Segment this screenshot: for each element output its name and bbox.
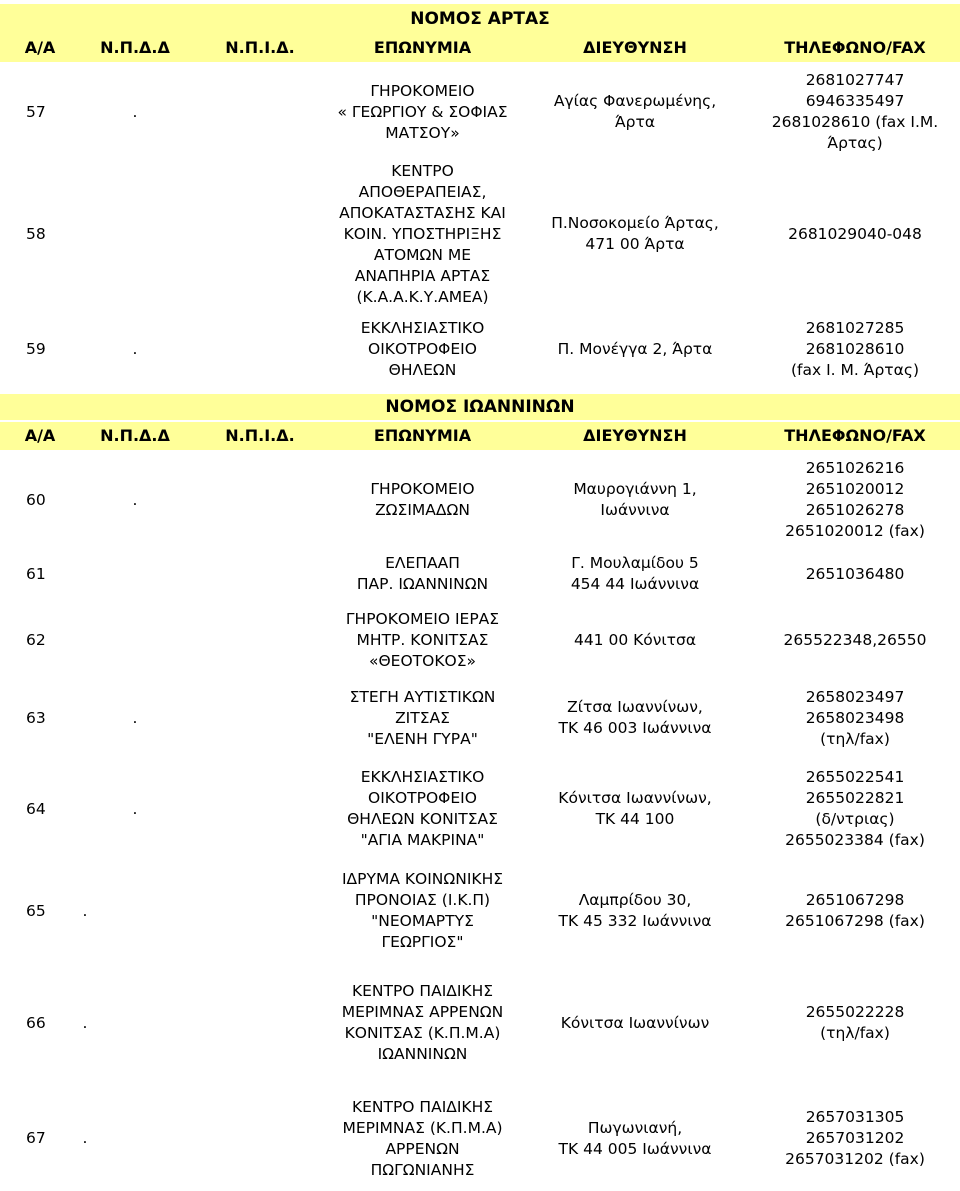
phone-cell-line: 2681028610 (fax Ι.Μ. xyxy=(771,113,939,131)
section-title-ioannina: ΝΟΜΟΣ ΙΩΑΝΝΙΝΩΝ xyxy=(0,394,960,420)
name-cell xyxy=(330,548,515,600)
address-cell xyxy=(535,64,735,160)
name-cell-line: ΖΙΤΣΑΣ xyxy=(395,708,450,727)
phone-cell-line: 2655022228 xyxy=(805,1003,905,1021)
name-cell-line: ΓΗΡΟΚΟΜΕΙΟ xyxy=(370,81,475,100)
table-row xyxy=(0,308,960,390)
address-cell-line: Πωγωνιανή, xyxy=(587,1118,683,1137)
table-row xyxy=(0,756,960,862)
name-cell xyxy=(330,862,515,960)
name-cell-line: ΜΑΤΣΟΥ» xyxy=(385,123,460,142)
col-npdd-header: Ν.Π.Δ.Δ xyxy=(100,426,170,445)
name-cell-line: "ΑΓΙΑ ΜΑΚΡΙΝΑ" xyxy=(360,831,485,849)
address-cell xyxy=(535,308,735,390)
phone-cell-line: 6946335497 xyxy=(805,92,905,110)
name-cell-line: ΟΙΚΟΤΡΟΦΕΙΟ xyxy=(368,339,477,358)
phone-cell-line: 2657031202 (fax) xyxy=(785,1150,925,1168)
address-cell xyxy=(535,548,735,600)
npdd-cell xyxy=(80,160,190,308)
col-npdd-header: Ν.Π.Δ.Δ xyxy=(100,38,170,57)
name-cell xyxy=(330,680,515,756)
phone-cell-line: (δ/ντριας) xyxy=(815,810,895,828)
row-number: 63 xyxy=(26,708,46,727)
phone-cell xyxy=(755,452,955,548)
address-cell-line: Κόνιτσα Ιωαννίνων, xyxy=(558,789,712,807)
address-cell-line: ΤΚ 45 332 Ιωάννινα xyxy=(558,912,712,930)
phone-cell-line: 2681029040-048 xyxy=(788,224,922,243)
name-cell-line: ΕΚΚΛΗΣΙΑΣΤΙΚΟ xyxy=(360,768,485,786)
row-number: 57 xyxy=(26,102,46,121)
table-row xyxy=(0,862,960,960)
name-cell xyxy=(330,452,515,548)
name-cell xyxy=(330,756,515,862)
name-cell-line: ΑΠΟΚΑΤΑΣΤΑΣΗΣ ΚΑΙ xyxy=(339,203,506,222)
address-cell-line: ΤΚ 44 005 Ιωάννινα xyxy=(558,1139,712,1158)
phone-cell-line: 2651036480 xyxy=(805,564,905,583)
name-cell-line: ΚΟΙΝ. ΥΠΟΣΤΗΡΙΞΗΣ xyxy=(343,224,502,243)
address-cell-line: Π. Μονέγγα 2, Άρτα xyxy=(557,339,713,358)
name-cell-line: ΘΗΛΕΩΝ ΚΟΝΙΤΣΑΣ xyxy=(347,810,498,828)
table-row xyxy=(0,1086,960,1191)
address-cell-line: Π.Νοσοκομείο Άρτας, xyxy=(551,214,719,232)
col-address-header: ΔΙΕΥΘΥΝΣΗ xyxy=(583,38,687,57)
phone-cell-line: 2651020012 xyxy=(805,480,905,498)
phone-cell xyxy=(755,960,955,1086)
name-cell-line: ΟΙΚΟΤΡΟΦΕΙΟ xyxy=(368,789,477,807)
row-number: 59 xyxy=(26,339,46,358)
name-cell-line: «ΘΕΟΤΟΚΟΣ» xyxy=(369,651,476,670)
row-number: 61 xyxy=(26,564,46,583)
address-cell xyxy=(535,862,735,960)
name-cell-line: ΣΤΕΓΗ ΑΥΤΙΣΤΙΚΩΝ xyxy=(349,687,496,706)
address-cell-line: Άρτα xyxy=(614,113,656,131)
name-cell-line: ΑΤΟΜΩΝ ΜΕ xyxy=(373,245,472,264)
name-cell-line: ΓΗΡΟΚΟΜΕΙΟ xyxy=(370,480,475,498)
name-cell-line: ΘΗΛΕΩΝ xyxy=(388,360,457,379)
phone-cell-line: 2657031202 xyxy=(805,1129,905,1147)
address-cell-line: Ζίτσα Ιωαννίνων, xyxy=(567,698,703,716)
name-cell-line: ΠΩΓΩΝΙΑΝΗΣ xyxy=(370,1160,475,1179)
name-cell-line: ΕΚΚΛΗΣΙΑΣΤΙΚΟ xyxy=(360,318,485,337)
phone-cell-line: 2655022541 xyxy=(805,768,905,786)
name-cell xyxy=(330,600,515,680)
phone-cell-line: 2655022821 xyxy=(805,789,905,807)
table-row xyxy=(0,960,960,1086)
col-aa-header: Α/Α xyxy=(24,426,56,445)
npdd-cell: . xyxy=(132,490,138,509)
table-row xyxy=(0,160,960,308)
address-cell-line: 454 44 Ιωάννινα xyxy=(570,575,700,593)
address-cell-line: Κόνιτσα Ιωαννίνων xyxy=(560,1013,710,1032)
name-cell xyxy=(330,1086,515,1191)
phone-cell-line: 2681027747 xyxy=(805,71,905,89)
phone-cell-line: 2651067298 (fax) xyxy=(785,912,925,930)
address-cell xyxy=(535,600,735,680)
npdd-cell: . xyxy=(82,1129,88,1147)
name-cell-line: ΚΕΝΤΡΟ ΠΑΙΔΙΚΗΣ xyxy=(351,982,494,1000)
name-cell-line: ΚΟΝΙΤΣΑΣ (Κ.Π.Μ.Α) xyxy=(344,1024,501,1042)
address-cell-line: Λαμπρίδου 30, xyxy=(578,891,692,909)
row-number: 58 xyxy=(26,224,46,243)
phone-cell xyxy=(755,862,955,960)
phone-cell-line: 2681027285 xyxy=(805,318,905,337)
table-row xyxy=(0,64,960,160)
phone-cell xyxy=(755,680,955,756)
phone-cell-line: 2651020012 (fax) xyxy=(785,522,925,540)
col-name-header: ΕΠΩΝΥΜΙΑ xyxy=(373,426,472,445)
name-cell-line: « ΓΕΩΡΓΙΟΥ & ΣΟΦΙΑΣ xyxy=(337,102,508,121)
table-row xyxy=(0,452,960,548)
col-aa-header: Α/Α xyxy=(24,38,56,57)
col-name-header: ΕΠΩΝΥΜΙΑ xyxy=(373,38,472,57)
name-cell-line: ΜΕΡΙΜΝΑΣ (Κ.Π.Μ.Α) xyxy=(342,1118,503,1137)
phone-cell-line: (τηλ/fax) xyxy=(820,1024,890,1042)
npdd-cell: . xyxy=(132,708,138,727)
name-cell-line: "ΝΕΟΜΑΡΤΥΣ xyxy=(371,912,474,930)
address-cell xyxy=(535,680,735,756)
address-cell-line: Γ. Μουλαμίδου 5 xyxy=(571,554,699,572)
row-number: 60 xyxy=(26,490,46,509)
name-cell-line: ΠΡΟΝΟΙΑΣ (Ι.Κ.Π) xyxy=(354,891,491,909)
address-cell-line: Μαυρογιάννη 1, xyxy=(573,480,697,498)
name-cell-line: ΙΔΡΥΜΑ ΚΟΙΝΩΝΙΚΗΣ xyxy=(341,870,504,888)
address-cell-line: ΤΚ 44 100 xyxy=(595,810,675,828)
phone-cell xyxy=(755,64,955,160)
row-number: 62 xyxy=(26,630,46,649)
name-cell-line: ΕΛΕΠΑΑΠ xyxy=(385,554,460,572)
phone-cell xyxy=(755,548,955,600)
address-cell-line: Ιωάννινα xyxy=(600,501,670,519)
address-cell-line: 441 00 Κόνιτσα xyxy=(573,630,697,649)
table-row xyxy=(0,680,960,756)
name-cell-line: ΑΝΑΠΗΡΙΑ ΑΡΤΑΣ xyxy=(354,266,491,285)
npdd-cell: . xyxy=(132,799,138,818)
row-number: 67 xyxy=(26,1129,46,1147)
phone-cell-line: 2657031305 xyxy=(805,1108,905,1126)
column-header-row xyxy=(0,34,960,62)
col-npid-header: Ν.Π.Ι.Δ. xyxy=(225,426,295,445)
phone-cell-line: (τηλ/fax) xyxy=(820,729,890,748)
npdd-cell: . xyxy=(132,339,138,358)
name-cell-line: ΚΕΝΤΡΟ ΠΑΙΔΙΚΗΣ xyxy=(351,1097,494,1116)
name-cell-line: ΜΗΤΡ. ΚΟΝΙΤΣΑΣ xyxy=(356,630,489,649)
address-cell xyxy=(535,452,735,548)
phone-cell-line: 2658023498 xyxy=(805,708,905,727)
row-number: 66 xyxy=(26,1013,46,1032)
address-cell xyxy=(535,960,735,1086)
name-cell-line: ΓΗΡΟΚΟΜΕΙΟ ΙΕΡΑΣ xyxy=(345,609,500,628)
phone-cell-line: 2651067298 xyxy=(805,891,905,909)
phone-cell-line: 2651026216 xyxy=(805,459,905,477)
name-cell-line: ΓΕΩΡΓΙΟΣ" xyxy=(381,933,464,951)
address-cell-line: ΤΚ 46 003 Ιωάννινα xyxy=(558,719,712,737)
name-cell-line: ΜΕΡΙΜΝΑΣ ΑΡΡΕΝΩΝ xyxy=(341,1003,504,1021)
address-cell xyxy=(535,160,735,308)
phone-cell xyxy=(755,1086,955,1191)
table-row xyxy=(0,548,960,600)
npdd-cell: . xyxy=(82,1013,88,1032)
row-number: 65 xyxy=(26,901,46,920)
phone-cell xyxy=(755,308,955,390)
phone-cell xyxy=(755,160,955,308)
name-cell-line: ΑΠΟΘΕΡΑΠΕΙΑΣ, xyxy=(358,182,487,201)
npdd-cell xyxy=(80,548,190,600)
col-phone-header: ΤΗΛΕΦΩΝΟ/FAX xyxy=(784,426,926,445)
phone-cell-line: 2681028610 xyxy=(805,339,905,358)
name-cell-line: (Κ.Α.Α.Κ.Υ.ΑΜΕΑ) xyxy=(356,287,489,306)
phone-cell-line: 2658023497 xyxy=(805,687,905,706)
name-cell-line: ΙΩΑΝΝΙΝΩΝ xyxy=(377,1045,468,1063)
address-cell-line: 471 00 Άρτα xyxy=(585,235,685,253)
name-cell xyxy=(330,960,515,1086)
address-cell xyxy=(535,1086,735,1191)
name-cell-line: ΖΩΣΙΜΑΔΩΝ xyxy=(375,501,470,519)
name-cell xyxy=(330,160,515,308)
col-address-header: ΔΙΕΥΘΥΝΣΗ xyxy=(583,426,687,445)
name-cell xyxy=(330,64,515,160)
col-npid-header: Ν.Π.Ι.Δ. xyxy=(225,38,295,57)
phone-cell-line: 265522348,26550 xyxy=(783,630,927,649)
name-cell-line: ΠΑΡ. ΙΩΑΝΝΙΝΩΝ xyxy=(356,575,489,593)
table-row xyxy=(0,600,960,680)
name-cell-line: ΑΡΡΕΝΩΝ xyxy=(385,1139,460,1158)
name-cell-line: ΚΕΝΤΡΟ xyxy=(391,161,454,180)
name-cell xyxy=(330,308,515,390)
row-number: 64 xyxy=(26,799,46,818)
address-cell xyxy=(535,756,735,862)
col-phone-header: ΤΗΛΕΦΩΝΟ/FAX xyxy=(784,38,926,57)
phone-cell xyxy=(755,756,955,862)
address-cell-line: Αγίας Φανερωμένης, xyxy=(553,92,717,110)
npdd-cell: . xyxy=(132,102,138,121)
phone-cell-line: 2655023384 (fax) xyxy=(785,831,925,849)
column-header-row xyxy=(0,422,960,450)
npdd-cell xyxy=(80,600,190,680)
phone-cell-line: 2651026278 xyxy=(805,501,905,519)
phone-cell xyxy=(755,600,955,680)
phone-cell-line: Άρτας) xyxy=(827,134,883,152)
phone-cell-line: (fax Ι. Μ. Άρτας) xyxy=(790,360,920,379)
section-title-arta: ΝΟΜΟΣ ΑΡΤΑΣ xyxy=(0,4,960,34)
npdd-cell: . xyxy=(82,901,88,920)
name-cell-line: "ΕΛΕΝΗ ΓΥΡΑ" xyxy=(367,729,478,748)
